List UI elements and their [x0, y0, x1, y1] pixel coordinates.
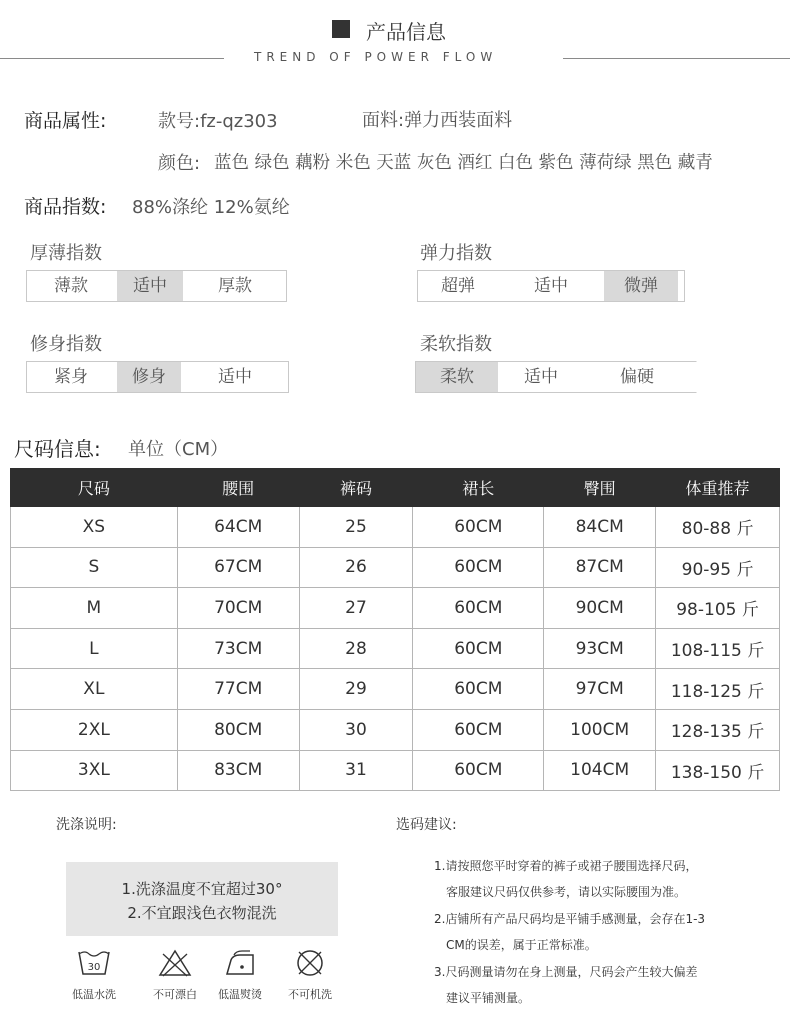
washing-line-1: 1.洗涤温度不宜超过30° [121, 880, 283, 898]
care-label: 低温熨烫 [218, 988, 262, 1001]
cell-skirt-length: 60CM [413, 507, 544, 548]
attributes-label: 商品属性: [24, 110, 107, 132]
cell-pants-size: 28 [299, 628, 413, 669]
cell-waist: 70CM [177, 588, 299, 629]
cell-size: S [11, 547, 178, 588]
cell-size: L [11, 628, 178, 669]
softness-option-medium: 适中 [524, 367, 558, 387]
table-row [11, 750, 780, 791]
washing-instructions-box [66, 862, 338, 936]
advice-line: 建议平铺测量。 [446, 991, 531, 1005]
advice-line: 1.请按照您平时穿着的裤子或裙子腰围选择尺码， [434, 859, 698, 873]
elasticity-option-super: 超弹 [441, 276, 475, 296]
care-label: 低温水洗 [72, 988, 116, 1001]
cell-weight: 90-95 斤 [656, 547, 780, 588]
header-waist: 腰围 [177, 469, 299, 507]
care-label: 不可机洗 [288, 988, 332, 1001]
size-unit: 单位（CM） [128, 439, 229, 460]
cell-hip: 84CM [544, 507, 656, 548]
cell-hip: 100CM [544, 709, 656, 750]
header-size: 尺码 [11, 469, 178, 507]
cell-weight: 118-125 斤 [656, 669, 780, 710]
color-label: 颜色: [158, 153, 201, 174]
cell-weight: 128-135 斤 [656, 709, 780, 750]
page-title: 产品信息 [366, 20, 446, 44]
cell-pants-size: 25 [299, 507, 413, 548]
thickness-option-thick: 厚款 [218, 276, 252, 296]
composition-label: 商品指数: [24, 196, 107, 218]
table-row [11, 709, 780, 750]
elasticity-index-title: 弹力指数 [420, 243, 492, 264]
care-low-temp-wash [62, 948, 126, 1002]
cell-pants-size: 30 [299, 709, 413, 750]
washing-title: 洗涤说明: [56, 817, 117, 833]
thickness-option-thin: 薄款 [54, 276, 88, 296]
table-row [11, 628, 780, 669]
page-subtitle: TREND OF POWER FLOW [254, 50, 498, 64]
cell-pants-size: 26 [299, 547, 413, 588]
size-advice-title: 选码建议: [396, 817, 457, 833]
no-machine-wash-icon [292, 948, 328, 978]
no-bleach-icon [157, 948, 193, 978]
table-row [11, 547, 780, 588]
cell-waist: 83CM [177, 750, 299, 791]
cell-weight: 98-105 斤 [656, 588, 780, 629]
cell-skirt-length: 60CM [413, 669, 544, 710]
fit-option-tight: 紧身 [54, 367, 88, 387]
advice-line: 客服建议尺码仅供参考，请以实际腰围为准。 [446, 885, 687, 899]
thickness-option-medium: 适中 [117, 271, 183, 301]
thickness-index-scale [26, 270, 287, 302]
cell-skirt-length: 60CM [413, 709, 544, 750]
fit-option-slim: 修身 [117, 362, 181, 392]
color-list: 蓝色 绿色 藕粉 米色 天蓝 灰色 酒红 白色 紫色 薄荷绿 黑色 藏青 [214, 153, 713, 173]
elasticity-option-medium: 适中 [534, 276, 568, 296]
cell-waist: 73CM [177, 628, 299, 669]
header-hip: 臀围 [544, 469, 656, 507]
fit-option-regular: 适中 [218, 367, 252, 387]
softness-option-soft: 柔软 [416, 362, 498, 392]
cell-skirt-length: 60CM [413, 628, 544, 669]
care-no-machine-wash [278, 948, 342, 1002]
softness-index-title: 柔软指数 [420, 334, 492, 355]
cell-waist: 80CM [177, 709, 299, 750]
thickness-index-title: 厚薄指数 [30, 243, 102, 264]
cell-hip: 87CM [544, 547, 656, 588]
size-info-title: 尺码信息: [14, 437, 101, 461]
header-square-icon [332, 20, 350, 38]
cell-size: 3XL [11, 750, 178, 791]
softness-option-stiff: 偏硬 [620, 367, 654, 387]
cell-size: XS [11, 507, 178, 548]
softness-index-scale [415, 361, 697, 393]
cell-skirt-length: 60CM [413, 588, 544, 629]
cell-pants-size: 31 [299, 750, 413, 791]
cell-skirt-length: 60CM [413, 547, 544, 588]
header-divider-left [0, 58, 224, 59]
advice-line: 3.尺码测量请勿在身上测量，尺码会产生较大偏差 [434, 965, 698, 979]
elasticity-option-slight: 微弹 [604, 271, 678, 301]
header-divider-right [563, 58, 790, 59]
care-low-iron [208, 948, 272, 1002]
cell-hip: 93CM [544, 628, 656, 669]
care-label: 不可漂白 [153, 988, 197, 1001]
advice-line: CM的误差，属于正常标准。 [446, 938, 597, 952]
washing-line-2: 2.不宜跟浅色衣物混洗 [127, 904, 277, 922]
size-table [10, 468, 780, 791]
elasticity-index-scale [417, 270, 685, 302]
cell-waist: 77CM [177, 669, 299, 710]
header-weight: 体重推荐 [656, 469, 780, 507]
cell-size: 2XL [11, 709, 178, 750]
wash-temp-label: 30 [87, 962, 101, 973]
composition-value: 88%涤纶 12%氨纶 [132, 197, 290, 218]
cell-waist: 67CM [177, 547, 299, 588]
cell-weight: 138-150 斤 [656, 750, 780, 791]
table-row [11, 669, 780, 710]
header-pants-size: 裤码 [299, 469, 413, 507]
cell-pants-size: 29 [299, 669, 413, 710]
wash-30-icon [76, 948, 112, 978]
cell-hip: 104CM [544, 750, 656, 791]
table-row [11, 588, 780, 629]
fit-index-title: 修身指数 [30, 334, 102, 355]
header-skirt-length: 裙长 [413, 469, 544, 507]
cell-size: XL [11, 669, 178, 710]
cell-pants-size: 27 [299, 588, 413, 629]
cell-weight: 80-88 斤 [656, 507, 780, 548]
low-iron-icon [222, 948, 258, 978]
advice-line: 2.店铺所有产品尺码均是平铺手感测量，会存在1-3 [434, 912, 706, 926]
cell-hip: 90CM [544, 588, 656, 629]
fabric: 面料:弹力西装面料 [362, 110, 513, 131]
table-row [11, 507, 780, 548]
cell-weight: 108-115 斤 [656, 628, 780, 669]
cell-size: M [11, 588, 178, 629]
cell-hip: 97CM [544, 669, 656, 710]
style-number: 款号:fz-qz303 [158, 111, 278, 132]
cell-skirt-length: 60CM [413, 750, 544, 791]
fit-index-scale [26, 361, 289, 393]
cell-waist: 64CM [177, 507, 299, 548]
care-no-bleach [143, 948, 207, 1002]
size-table-header [11, 469, 780, 507]
